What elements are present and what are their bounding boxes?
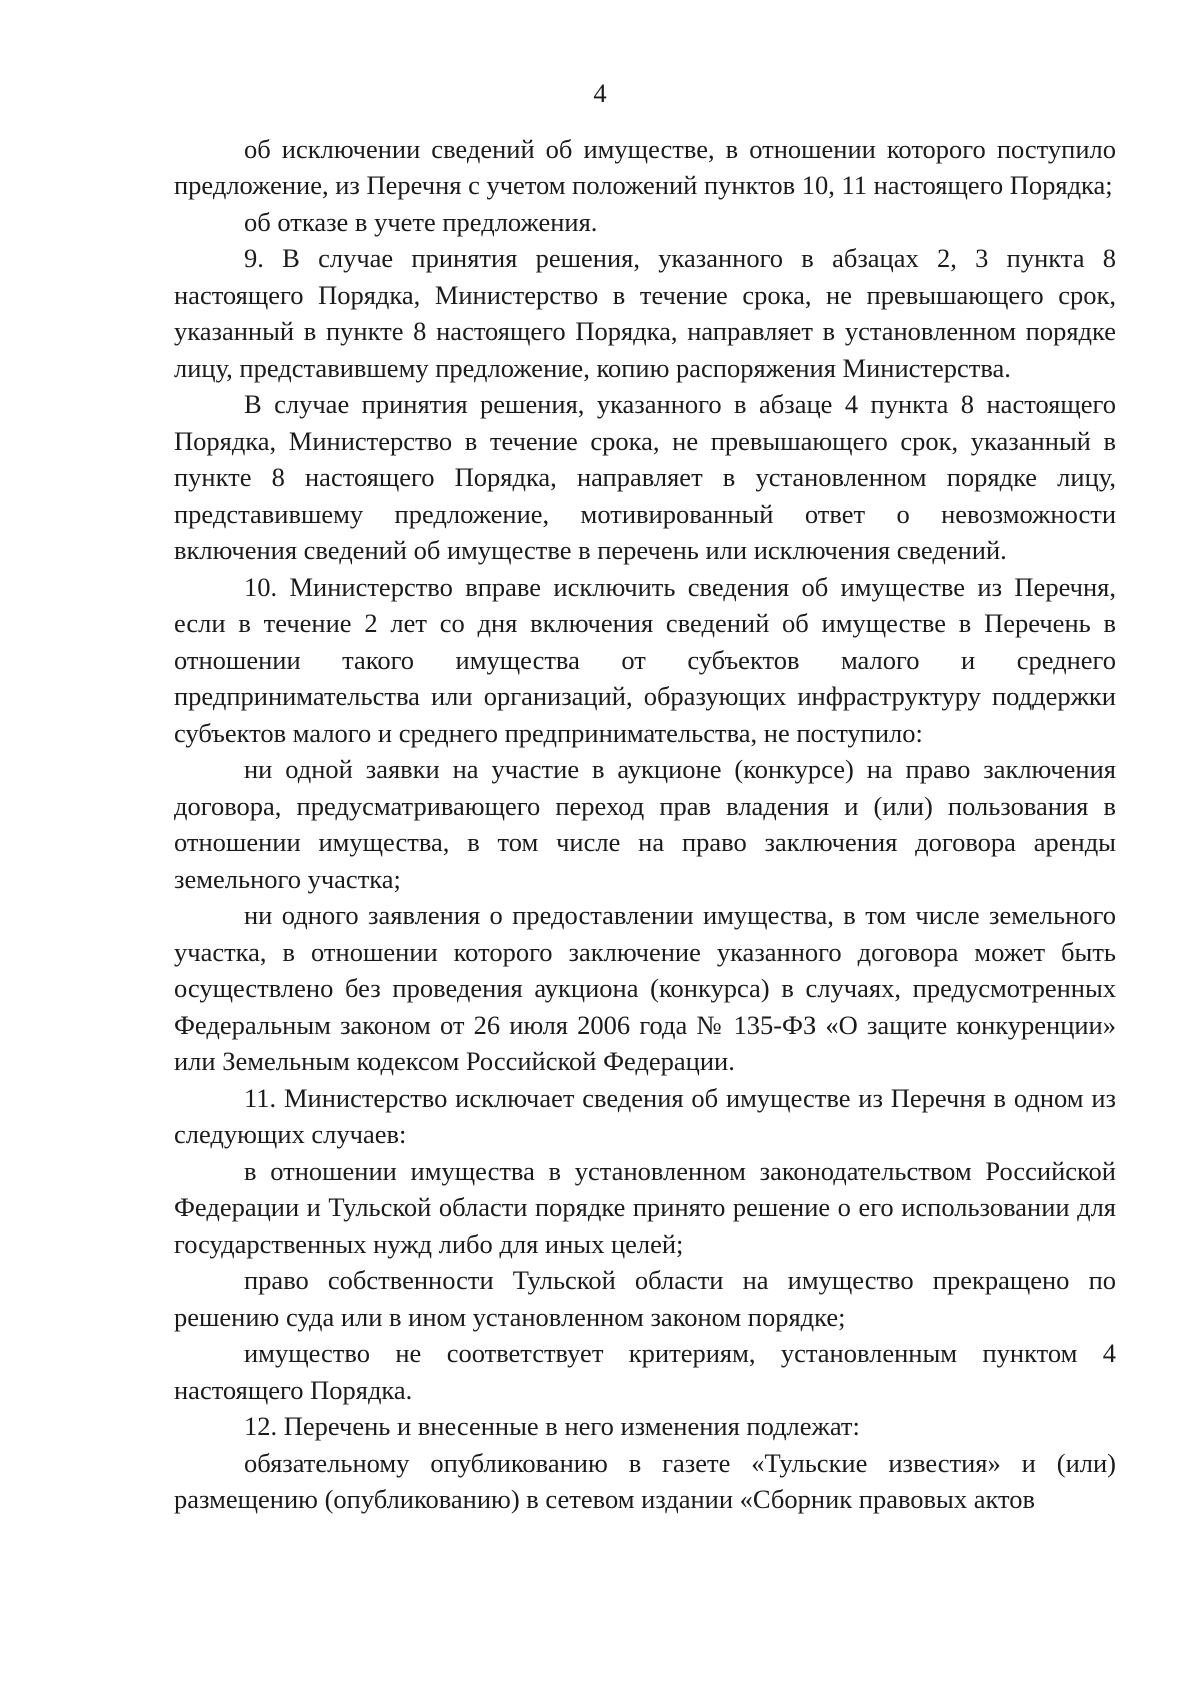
paragraph-item-11: 11. Министерство исключает сведения об имуществе из Перечня в одном из следующих случаев: bbox=[174, 1082, 1116, 1149]
paragraph-item-10-no-bids: ни одной заявки на участие в аукционе (конкурсе) на право заключения договора, предусматривающего переход прав владения и (или) пользования в отношении имущества, в том числе на право заключения договора аренды земельного участка; bbox=[174, 754, 1116, 894]
paragraph-item-11-state-needs: в отношении имущества в установленном законодательством Российской Федерации и Тульской области порядке принято решение о его использовании для государственных нужд либо для иных целей; bbox=[174, 1155, 1116, 1259]
paragraph-item-12-publication: обязательному опубликованию в газете «Тульские известия» и (или) размещению (опубликованию) в сетевом издании «Сборник правовых актов bbox=[174, 1447, 1116, 1514]
paragraph-item-9: 9. В случае принятия решения, указанного в абзацах 2, 3 пункта 8 настоящего Порядка, Министерство в течение срока, не превышающего срок, указанный в пункте 8 настоящего Порядка, направляет в установленном порядке лицу, представившему предложение, копию распоряжения Министерства. bbox=[174, 243, 1116, 383]
paragraph-item-9-second: В случае принятия решения, указанного в абзаце 4 пункта 8 настоящего Порядка, Министерство в течение срока, не превышающего срок, указанный в пункте 8 настоящего Порядка, направляет в установленном порядке лицу, представившему предложение, мотивированный ответ о невозможности включения сведений об имуществе в перечень или исключения сведений. bbox=[174, 389, 1116, 565]
paragraph-refusal-decision: об отказе в учете предложения. bbox=[244, 206, 598, 237]
paragraph-exclusion-decision: об исключении сведений об имуществе, в отношении которого поступило предложение, из Перечня с учетом положений пунктов 10, 11 настоящего Порядка; bbox=[174, 133, 1116, 200]
paragraph-item-11-ownership-terminated: право собственности Тульской области на имущество прекращено по решению суда или в ином установленном законом порядке; bbox=[174, 1265, 1116, 1332]
paragraph-item-10: 10. Министерство вправе исключить сведения об имуществе из Перечня, если в течение 2 лет со дня включения сведений об имуществе в Перечень в отношении такого имущества от субъектов малого и среднего предпринимательства или организаций, образующих инфраструктуру поддержки субъектов малого и среднего предпринимательства, не поступило: bbox=[174, 571, 1116, 748]
paragraph-item-12: 12. Перечень и внесенные в него изменения подлежат: bbox=[244, 1411, 860, 1441]
paragraph-item-11-criteria: имущество не соответствует критериям, установленным пунктом 4 настоящего Порядка. bbox=[174, 1338, 1116, 1405]
page-number: 4 bbox=[593, 78, 607, 108]
paragraph-item-10-no-applications: ни одного заявления о предоставлении имущества, в том числе земельного участка, в отношении которого заключение указанного договора может быть осуществлено без проведения аукциона (конкурса) в случаях, предусмотренных Федеральным законом от 26 июля 2006 года № 135-ФЗ «О защите конкуренции» или Земельным кодексом Российской Федерации. bbox=[174, 900, 1116, 1076]
